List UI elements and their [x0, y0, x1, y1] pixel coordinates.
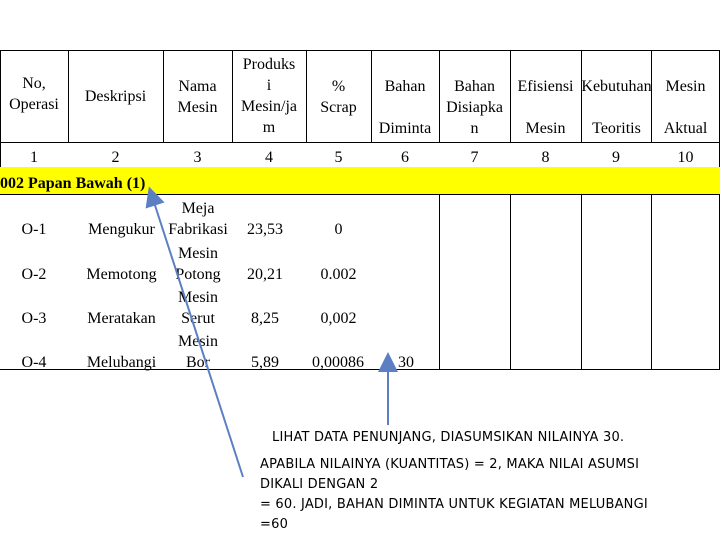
- row-desc: Meratakan: [87, 310, 156, 327]
- header-kebutuhan-teoritis: Kebutuhan Teoritis: [581, 78, 652, 137]
- row-scrap: 0,00086: [312, 354, 364, 371]
- row-bahan-diminta: 30: [398, 354, 414, 371]
- column-number: 2: [111, 149, 120, 166]
- header-deskripsi: Deskripsi: [84, 88, 147, 105]
- header-efisiensi-mesin: Efisiensi Mesin: [517, 78, 574, 137]
- row-no: O-4: [21, 354, 47, 371]
- row-scrap: 0.002: [320, 266, 357, 283]
- note-assumption: LIHAT DATA PENUNJANG, DIASUMSIKAN NILAINYA 30.: [272, 430, 625, 445]
- note-calculation: APABILA NILAINYA (KUANTITAS) = 2, MAKA NILAI ASUMSI DIKALI DENGAN 2 = 60. JADI, BAHAN DIMINTA UNTUK KEGIATAN MELUBANGI =60: [260, 457, 648, 532]
- column-number: 8: [541, 149, 550, 166]
- header-bahan-disiapkan: Bahan Disiapka n: [446, 78, 503, 137]
- header-mesin-aktual: Mesin Aktual: [663, 78, 708, 137]
- row-desc: Mengukur: [88, 221, 155, 238]
- row-produksi: 23,53: [247, 221, 283, 238]
- row-desc: Melubangi: [86, 354, 157, 371]
- row-no: O-2: [21, 266, 47, 283]
- row-mesin: Mesin Potong: [175, 245, 221, 283]
- column-number: 1: [30, 149, 38, 166]
- row-mesin: Mesin Serut: [178, 289, 218, 327]
- column-number: 10: [677, 149, 694, 166]
- row-no: O-1: [21, 221, 47, 238]
- header-nama-mesin: Nama Mesin: [177, 78, 218, 116]
- row-mesin: Mesin Bor: [178, 333, 218, 371]
- column-number: 5: [334, 149, 343, 166]
- row-produksi: 8,25: [251, 310, 279, 327]
- column-number: 6: [401, 149, 409, 166]
- row-no: O-3: [21, 310, 47, 327]
- row-scrap: 0: [334, 221, 343, 238]
- row-mesin: Meja Fabrikasi: [168, 200, 228, 238]
- header-scrap: % Scrap: [320, 78, 357, 116]
- column-number: 4: [265, 149, 273, 166]
- row-desc: Memotong: [86, 266, 157, 283]
- row-produksi: 20,21: [247, 266, 283, 283]
- row-produksi: 5,89: [251, 354, 279, 371]
- column-number: 9: [612, 149, 620, 166]
- column-number: 7: [470, 149, 479, 166]
- header-produksi-mesin: Produks i Mesin/ja m: [241, 56, 297, 136]
- arrow-to-section: [152, 196, 243, 477]
- section-label: 002 Papan Bawah (1): [0, 175, 146, 192]
- header-bahan-diminta: Bahan Diminta: [378, 78, 432, 137]
- header-no-operasi: No, Operasi: [9, 75, 59, 113]
- column-number: 3: [193, 149, 202, 166]
- row-scrap: 0,002: [320, 310, 357, 327]
